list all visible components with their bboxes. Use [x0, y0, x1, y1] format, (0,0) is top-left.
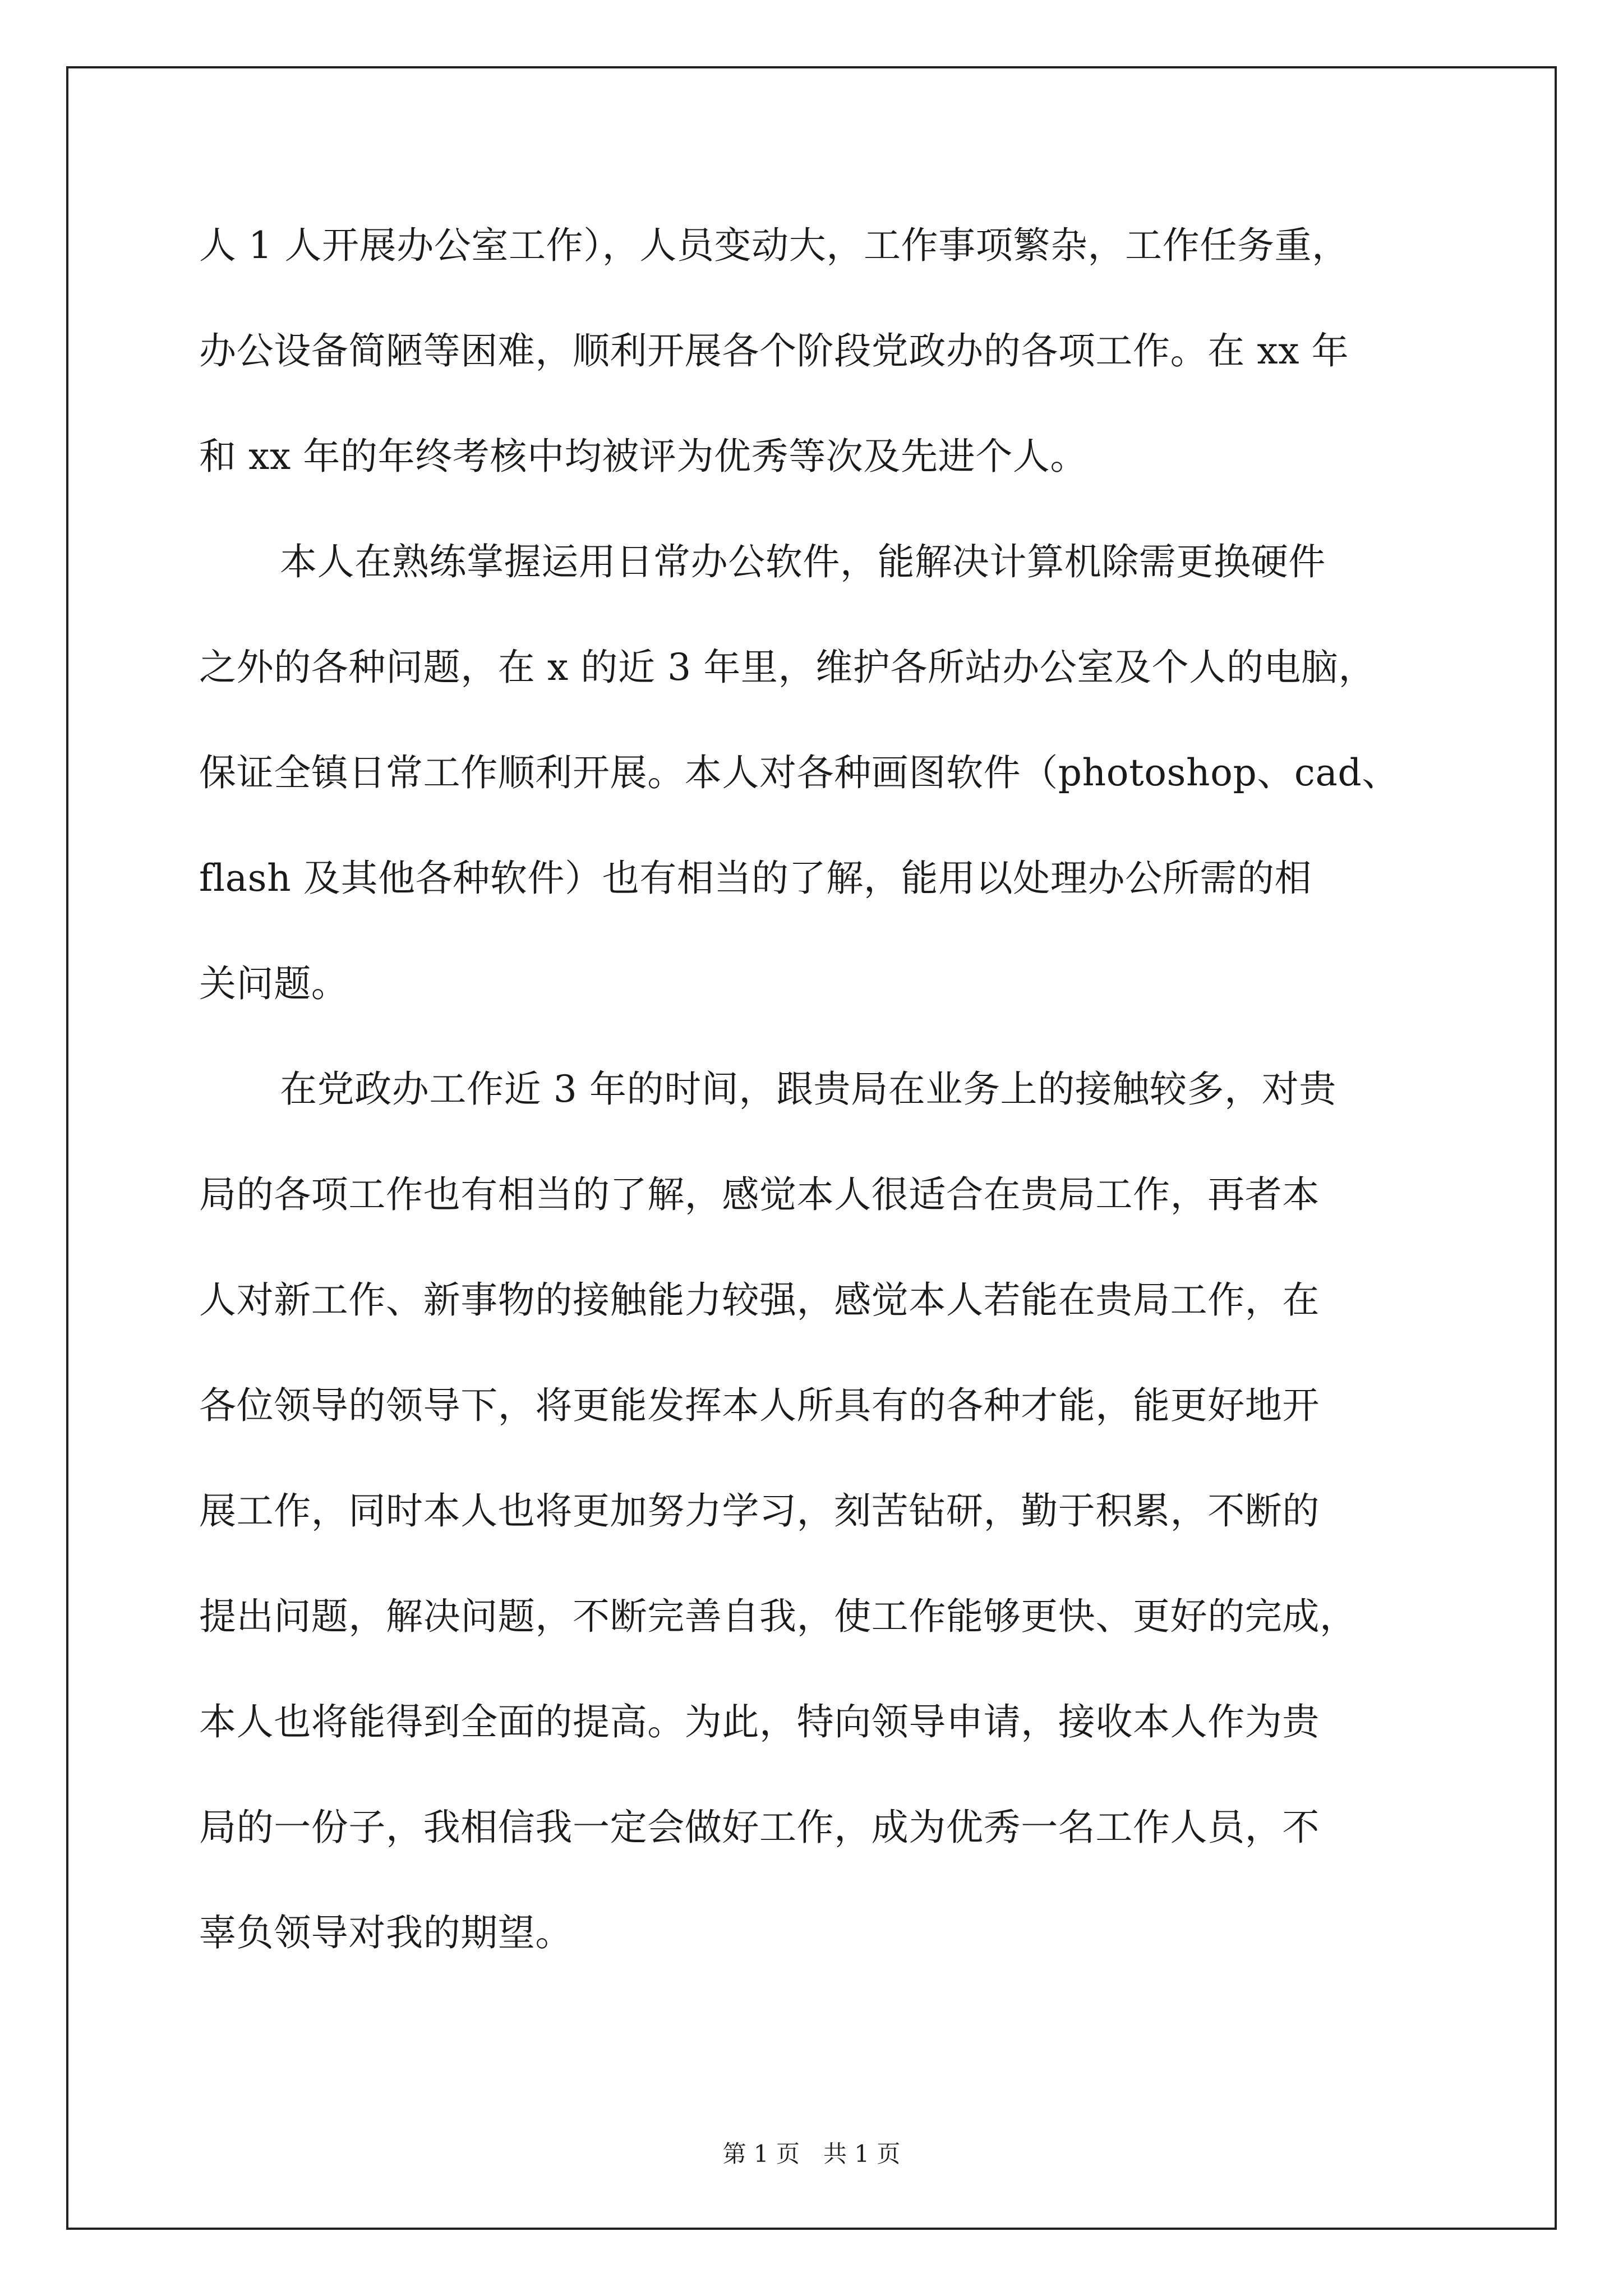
text-line: 关问题。: [199, 962, 349, 1005]
paragraph-2: [199, 525, 1438, 1052]
text-line: 保证全镇日常工作顺利开展。本人对各种画图软件（photoshop、cad、: [199, 751, 1399, 794]
text-line: flash 及其他各种软件）也有相当的了解，能用以处理办公所需的相: [199, 857, 1312, 900]
text-line: 和 xx 年的年终考核中均被评为优秀等次及先进个人。: [199, 435, 1088, 478]
text-line: 在党政办工作近 3 年的时间，跟贵局在业务上的接触较多，对贵: [280, 1068, 1336, 1111]
text-line: 局的一份子，我相信我一定会做好工作，成为优秀一名工作人员，不: [199, 1806, 1320, 1849]
text-line: 办公设备简陋等困难，顺利开展各个阶段党政办的各项工作。在 xx 年: [199, 329, 1349, 372]
text-line: 人 1 人开展办公室工作），人员变动大，工作事项繁杂，工作任务重，: [199, 224, 1349, 267]
paragraph-3: [199, 1052, 1438, 2001]
page-number-footer: 第 1 页 共 1 页: [722, 2140, 901, 2168]
text-line: 各位领导的领导下，将更能发挥本人所具有的各种才能，能更好地开: [199, 1384, 1320, 1427]
text-line: 之外的各种问题，在 x 的近 3 年里，维护各所站办公室及个人的电脑，: [199, 646, 1376, 689]
text-line: 局的各项工作也有相当的了解，感觉本人很适合在贵局工作，再者本: [199, 1173, 1320, 1216]
paragraph-1: [199, 209, 1438, 525]
text-line: 本人在熟练掌握运用日常办公软件，能解决计算机除需更换硬件: [280, 540, 1326, 583]
text-line: 本人也将能得到全面的提高。为此，特向领导申请，接收本人作为贵: [199, 1700, 1320, 1743]
text-line: 展工作，同时本人也将更加努力学习，刻苦钻研，勤于积累，不断的: [199, 1489, 1320, 1533]
text-line: 提出问题，解决问题，不断完善自我，使工作能够更快、更好的完成，: [199, 1595, 1357, 1638]
text-line: 人对新工作、新事物的接触能力较强，感觉本人若能在贵局工作，在: [199, 1278, 1320, 1322]
text-line: 辜负领导对我的期望。: [199, 1911, 573, 1954]
document-body: [199, 209, 1438, 2001]
